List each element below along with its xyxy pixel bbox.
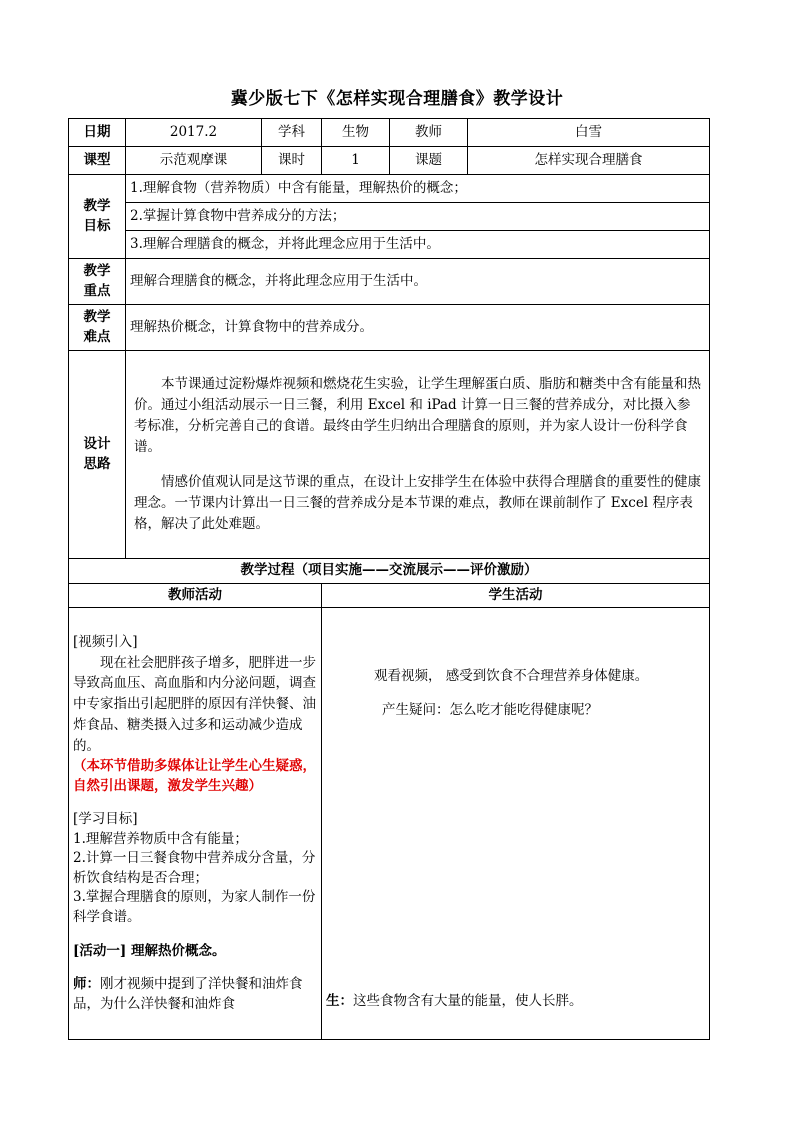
design-label-text: 设计思路 (83, 435, 111, 472)
spacer (326, 635, 705, 667)
learning-goal: 2.计算一日三餐食物中营养成分含量，分析饮食结构是否合理； (73, 850, 316, 886)
process-content-row (69, 608, 710, 1040)
subject-value: 生物 (322, 119, 390, 147)
student-answer (326, 992, 705, 1012)
goals-label-text: 教学目标 (83, 197, 111, 234)
topic-value: 怎样实现合理膳食 (468, 147, 710, 175)
design-paragraph-1: 本节课通过淀粉爆炸视频和燃烧花生实验，让学生理解蛋白质、脂肪和糖类中含有能量和热价。通过小组活动展示一日三餐，利用 Excel 和 iPad 计算一日三餐的营养成分，对比摄入参考标准，分析完善自己的食谱。最终由学生归纳出合理膳食的原则，并为家人设计一份科学食谱。 (134, 376, 701, 456)
teacher-question (73, 975, 317, 1014)
teacher-activity-header: 教师活动 (69, 583, 322, 608)
process-header: 教学过程（项目实施——交流展示——评价激励） (69, 559, 710, 584)
goal-item: 2.掌握计算食物中营养成分的方法； (126, 203, 710, 231)
key-points-text: 理解合理膳食的概念，并将此理念应用于生活中。 (126, 259, 710, 305)
difficulties-label-text: 教学难点 (83, 308, 111, 345)
student-watch: 观看视频， 感受到饮食不合理营养身体健康。 (374, 668, 649, 685)
video-heading: [视频引入] (73, 633, 138, 650)
goal-item: 1.理解食物（营养物质）中含有能量，理解热价的概念； (126, 175, 710, 203)
period-value: 1 (322, 147, 390, 175)
key-points-row (69, 259, 710, 305)
date-label: 日期 (69, 119, 126, 147)
section-gap (73, 796, 317, 810)
student-activity-header: 学生活动 (322, 583, 710, 608)
goal-row-3 (69, 231, 710, 259)
info-row-2 (69, 147, 710, 175)
design-row (69, 351, 710, 559)
period-label: 课时 (262, 147, 322, 175)
spacer (326, 720, 705, 992)
goal-item: 3.理解合理膳食的概念，并将此理念应用于生活中。 (126, 231, 710, 259)
design-paragraph-2: 情感价值观认同是这节课的重点，在设计上安排学生在体验中获得合理膳食的重要性的健康理念。一节课内计算出一日三餐的营养成分是本节课的难点，教师在课前制作了 Excel 程序表格，解决了此处难题。 (134, 473, 701, 532)
design-content (126, 351, 710, 559)
teacher-activity-cell (69, 608, 322, 1040)
lesson-plan-table (68, 118, 710, 1040)
difficulties-text: 理解热价概念，计算食物中的营养成分。 (126, 305, 710, 351)
video-note: （本环节借助多媒体让让学生心生疑惑，自然引出课题，激发学生兴趣） (73, 758, 316, 794)
teacher-label: 教师 (390, 119, 468, 147)
subject-label: 学科 (262, 119, 322, 147)
section-gap (73, 961, 317, 975)
student-prefix: 生： (326, 993, 353, 1010)
spacer (326, 687, 705, 701)
key-points-label-text: 教学重点 (83, 262, 111, 299)
goals-label (69, 175, 126, 259)
teacher-question-text: 刚才视频中提到了洋快餐和油炸食品，为什么洋快餐和油炸食 (73, 976, 303, 1012)
page-title: 冀少版七下《怎样实现合理膳食》教学设计 (230, 89, 564, 109)
paragraph-gap (134, 458, 701, 472)
student-doubt: 产生疑问：怎么吃才能吃得健康呢？ (382, 701, 598, 718)
learning-goal: 3.掌握合理膳食的原则，为家人制作一份科学食谱。 (73, 889, 316, 926)
section-gap (73, 928, 317, 942)
type-value: 示范观摩课 (126, 147, 262, 175)
video-text: 现在社会肥胖孩子增多，肥胖进一步导致高血压、高血脂和内分泌问题，调查中专家指出引起肥胖的原因有洋快餐、油炸食品、糖类摄入过多和运动减少造成的。 (73, 654, 316, 755)
process-header-row (69, 559, 710, 584)
difficulties-row (69, 305, 710, 351)
activity1-heading: [活动一] 理解热价概念。 (73, 942, 226, 959)
process-columns-row (69, 583, 710, 608)
learning-goal: 1.理解营养物质中含有能量； (73, 830, 248, 847)
info-row-1 (69, 119, 710, 147)
goal-row-1 (69, 175, 710, 203)
difficulties-label (69, 305, 126, 351)
goal-heading: [学习目标] (73, 811, 138, 828)
student-answer-text: 这些食物含有大量的能量，使人长胖。 (353, 993, 583, 1010)
date-value: 2017.2 (126, 119, 262, 147)
teacher-prefix: 师： (73, 976, 100, 993)
type-label: 课型 (69, 147, 126, 175)
student-activity-cell (322, 608, 710, 1040)
design-label (69, 351, 126, 559)
goal-row-2 (69, 203, 710, 231)
topic-label: 课题 (390, 147, 468, 175)
key-points-label (69, 259, 126, 305)
teacher-value: 白雪 (468, 119, 710, 147)
